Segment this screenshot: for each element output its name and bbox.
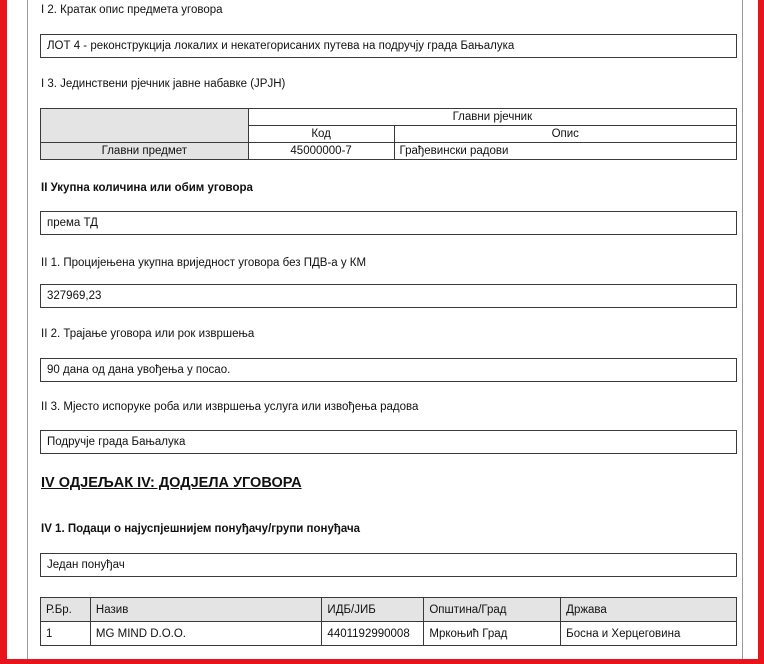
bidder-col-no: Р.Бр. [41,598,91,622]
bidder-col-country: Држава [561,598,737,622]
cpv-desc-header: Опис [394,126,736,143]
section-ii-label: II Укупна количина или обим уговора [41,182,253,194]
table-row [41,622,737,646]
section-ii3-label: II 3. Мјесто испоруке роба или извршења услуга или извођења радова [41,401,419,413]
bidder-no: 1 [41,622,91,646]
section-ii1-value: 327969,23 [40,284,737,308]
cpv-code-header: Код [248,126,394,143]
section-iv-heading: IV ОДЈЕЉАК IV: ДОДЈЕЛА УГОВОРА [41,475,302,491]
bidder-col-name: Назив [90,598,322,622]
bidder-col-municipality: Општина/Град [424,598,561,622]
cpv-table [40,108,737,160]
cpv-row-code: 45000000-7 [248,143,394,160]
section-iv1-label: IV 1. Подаци о најуспјешнијем понуђачу/групи понуђача [41,523,361,535]
section-ii2-value: 90 дана од дана увођења у посао. [40,358,737,382]
bidder-country: Босна и Херцеговина [561,622,737,646]
section-ii1-label: II 1. Процијењена укупна вриједност уговора без ПДВ-а у КМ [41,257,367,269]
section-iv1-value: Један понуђач [40,553,737,577]
section-ii-value: према ТД [40,211,737,235]
section-ii2-label: II 2. Трајање уговора или рок извршења [41,328,255,340]
section-i2-label: I 2. Кратак опис предмета уговора [41,4,223,16]
section-i2-value: ЛОТ 4 - реконструкција локалих и некатегорисаних путева на подручју града Бањалука [40,34,737,58]
cpv-group-header: Главни рјечник [248,109,736,126]
section-ii3-value: Подручје града Бањалука [40,430,737,454]
cpv-row-desc: Грађевински радови [394,143,736,160]
bidder-name: MG MIND D.O.O. [90,622,322,646]
bidder-col-id: ИДБ/ЈИБ [322,598,424,622]
bidder-id: 4401192990008 [322,622,424,646]
cpv-row-label: Главни предмет [41,143,249,160]
section-i3-label: I 3. Јединствени рјечник јавне набавке (ЈРЈН) [41,78,286,90]
bidder-table [40,597,737,646]
bidder-municipality: Мркоњић Град [424,622,561,646]
cpv-empty-cell [41,109,249,143]
